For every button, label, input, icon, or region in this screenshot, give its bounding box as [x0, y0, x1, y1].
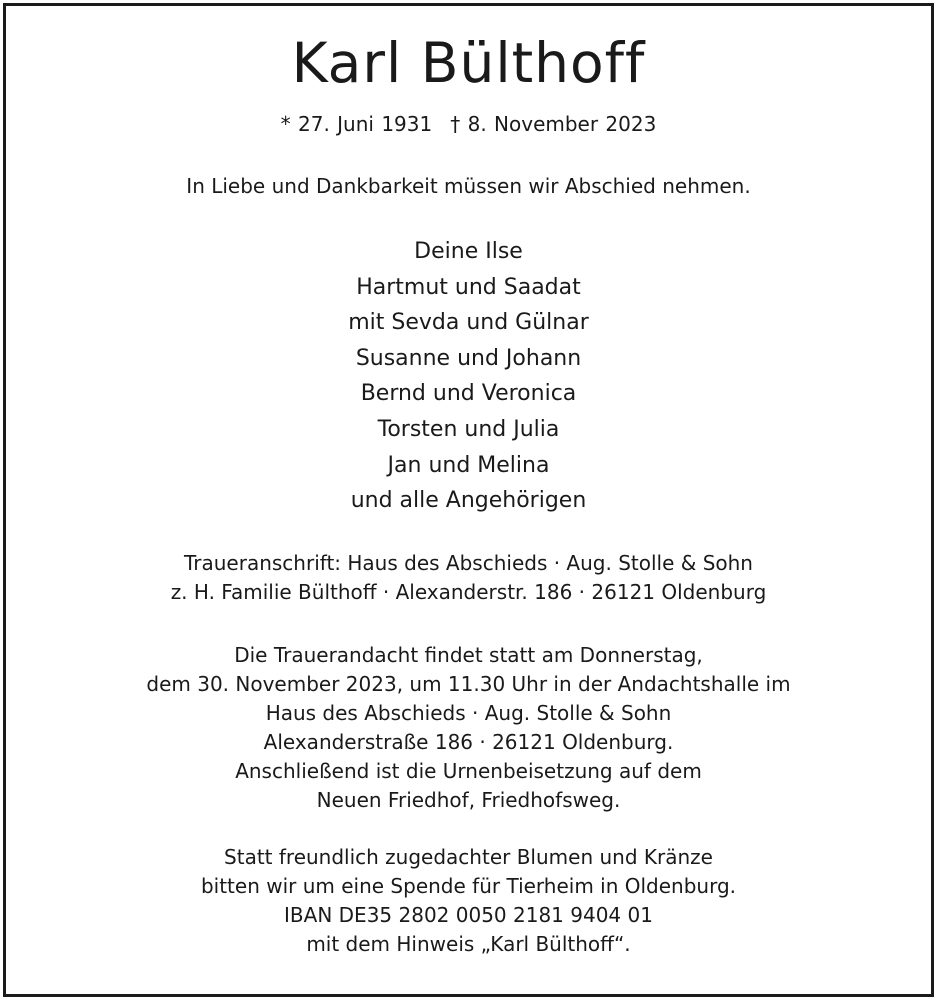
donation-line: mit dem Hinweis „Karl Bülthoff“. — [306, 932, 631, 956]
life-dates — [0, 110, 937, 138]
mourner-line: Bernd und Veronica — [360, 381, 577, 407]
donation-line: Statt freundlich zugedachter Blumen und Kränze — [224, 845, 713, 869]
deceased-name: Karl Bülthoff — [291, 31, 646, 95]
mourner-line: mit Sevda und Gülnar — [348, 310, 589, 336]
service-line: Neuen Friedhof, Friedhofsweg. — [316, 788, 621, 812]
service-line: dem 30. November 2023, um 11.30 Uhr in der Andachtshalle im — [146, 672, 791, 696]
mourning-address — [0, 549, 937, 607]
mourner-line: und alle Angehörigen — [350, 488, 587, 514]
mourner-line: Deine Ilse — [414, 239, 523, 264]
memorial-service-info — [0, 641, 937, 815]
service-line: Alexanderstraße 186 · 26121 Oldenburg. — [263, 730, 674, 754]
mourners-list — [0, 234, 937, 519]
mourner-line: Susanne und Johann — [355, 345, 582, 371]
donation-request — [0, 843, 937, 959]
farewell-sentence: In Liebe und Dankbarkeit müssen wir Abschied nehmen. — [186, 174, 751, 198]
donation-line: bitten wir um eine Spende für Tierheim in Oldenburg. — [200, 874, 737, 898]
iban-line: IBAN DE35 2802 0050 2181 9404 01 — [284, 903, 653, 927]
service-line: Anschließend ist die Urnenbeisetzung auf dem — [235, 759, 702, 783]
mourner-line: Torsten und Julia — [377, 416, 560, 442]
birth-date: * 27. Juni 1931 — [280, 112, 433, 136]
service-line: Haus des Abschieds · Aug. Stolle & Sohn — [265, 701, 672, 725]
address-line: Traueranschrift: Haus des Abschieds · Aug. Stolle & Sohn — [184, 551, 753, 575]
death-date: † 8. November 2023 — [450, 112, 657, 136]
mourner-line: Jan und Melina — [387, 452, 550, 478]
address-line: z. H. Familie Bülthoff · Alexanderstr. 186 · 26121 Oldenburg — [170, 580, 767, 604]
mourner-line: Hartmut und Saadat — [356, 274, 581, 300]
service-line: Die Trauerandacht findet statt am Donnerstag, — [234, 643, 703, 667]
